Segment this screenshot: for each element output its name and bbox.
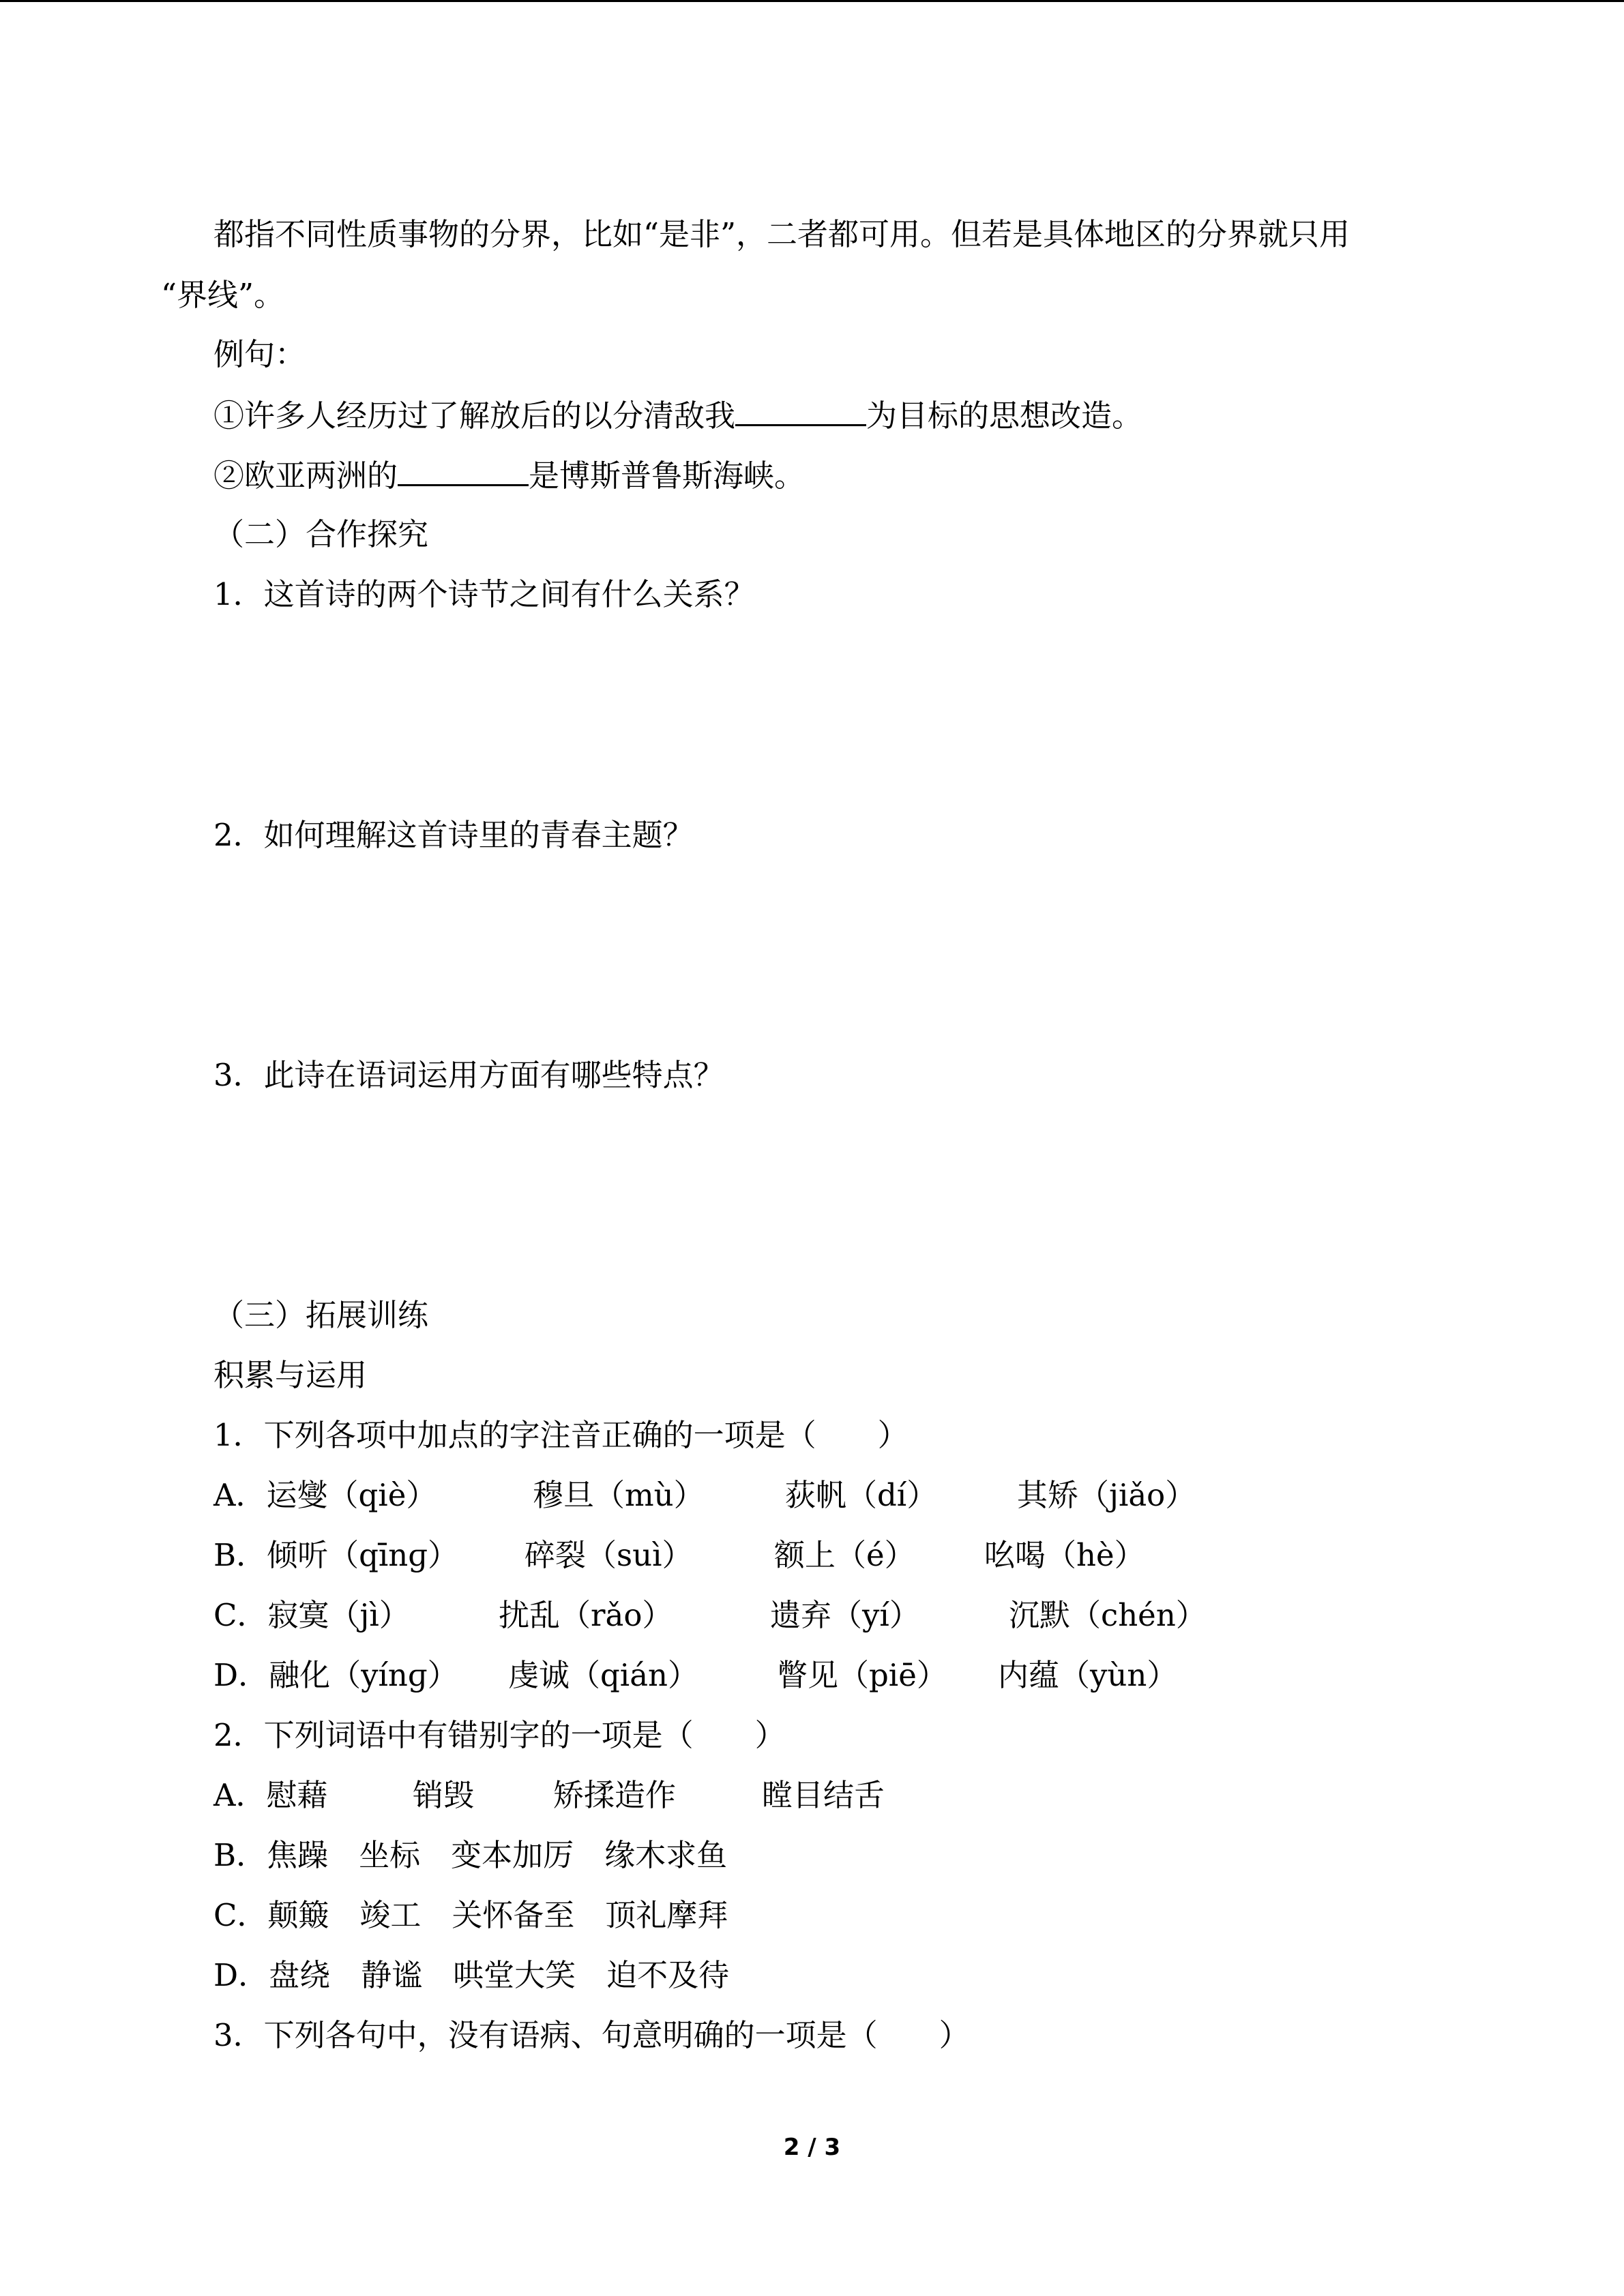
- section-2-heading: （二）合作探究: [213, 516, 429, 552]
- option-a-item-1: A．运燮（qiè）: [213, 1477, 437, 1513]
- paragraph-line-2: “界线”。: [161, 277, 285, 313]
- paragraph-line-1: 都指不同性质事物的分界，比如“是非”，二者都可用。但若是具体地区的分界就只用: [213, 216, 1350, 252]
- page-number: 2 / 3: [783, 2134, 841, 2161]
- mc-question-1-option-a: [213, 1475, 1373, 1516]
- option-a-word-1: A．慰藉: [213, 1777, 328, 1813]
- mc-question-2-option-b: B．焦躁 坐标 变本加厉 缘木求鱼: [213, 1837, 728, 1873]
- option-a-word-2: 销毁: [413, 1777, 475, 1813]
- section-3-heading: （三）拓展训练: [213, 1297, 429, 1333]
- option-c-item-4: 沉默（chén）: [1009, 1597, 1207, 1633]
- mc-question-2-option-c: C．颠簸 竣工 关怀备至 顶礼摩拜: [213, 1897, 728, 1933]
- mc-question-1-option-d: [213, 1655, 1373, 1696]
- option-c-item-3: 遗弃（yí）: [770, 1597, 920, 1633]
- option-b-item-2: 碎裂（suì）: [525, 1537, 693, 1573]
- option-a-word-3: 矫揉造作: [553, 1777, 677, 1813]
- option-c-item-2: 扰乱（rǎo）: [499, 1597, 673, 1633]
- option-a-word-4: 瞠目结舌: [762, 1777, 885, 1813]
- example-sentence-2: [213, 454, 805, 495]
- mc-question-1-option-c: [213, 1595, 1373, 1636]
- option-c-item-1: C．寂寞（jì）: [213, 1597, 410, 1633]
- option-b-item-4: 吆喝（hè）: [984, 1537, 1145, 1573]
- fill-in-blank-1: [735, 394, 866, 426]
- option-a-item-2: 穆旦（mù）: [533, 1477, 705, 1513]
- example-2-after: 是博斯普鲁斯海峡。: [529, 458, 806, 494]
- mc-question-1-stem: 1．下列各项中加点的字注音正确的一项是（ ）: [213, 1417, 909, 1453]
- mc-question-2-stem: 2．下列词语中有错别字的一项是（ ）: [213, 1717, 786, 1753]
- option-d-item-2: 虔诚（qián）: [508, 1657, 699, 1693]
- section-2-question-1: 1．这首诗的两个诗节之间有什么关系？: [213, 576, 755, 612]
- example-2-before: ②欧亚两洲的: [213, 458, 398, 494]
- option-d-item-4: 内蕴（yùn）: [998, 1657, 1178, 1693]
- mc-question-1-option-b: [213, 1535, 1373, 1576]
- option-a-item-4: 其矫（jiǎo）: [1017, 1477, 1196, 1513]
- examples-heading: 例句：: [213, 336, 306, 372]
- mc-question-2-option-d: D．盘绕 静谧 哄堂大笑 迫不及待: [213, 1957, 730, 1993]
- example-sentence-1: [213, 394, 1142, 435]
- mc-question-3-stem: 3．下列各句中，没有语病、句意明确的一项是（ ）: [213, 2017, 970, 2053]
- mc-question-2-option-a: [213, 1775, 1032, 1816]
- fill-in-blank-2: [398, 454, 529, 486]
- option-b-item-1: B．倾听（qīnɡ）: [213, 1537, 459, 1573]
- option-d-item-3: 瞥见（piē）: [777, 1657, 947, 1693]
- section-3-subheading: 积累与运用: [213, 1357, 368, 1393]
- option-a-item-3: 荻帆（dí）: [785, 1477, 938, 1513]
- option-d-item-1: D．融化（yínɡ）: [213, 1657, 458, 1693]
- example-1-after: 为目标的思想改造。: [866, 398, 1143, 434]
- option-b-item-3: 额上（é）: [774, 1537, 915, 1573]
- section-2-question-2: 2．如何理解这首诗里的青春主题？: [213, 817, 694, 853]
- section-2-question-3: 3．此诗在语词运用方面有哪些特点？: [213, 1057, 724, 1093]
- example-1-before: ①许多人经历过了解放后的以分清敌我: [213, 398, 736, 434]
